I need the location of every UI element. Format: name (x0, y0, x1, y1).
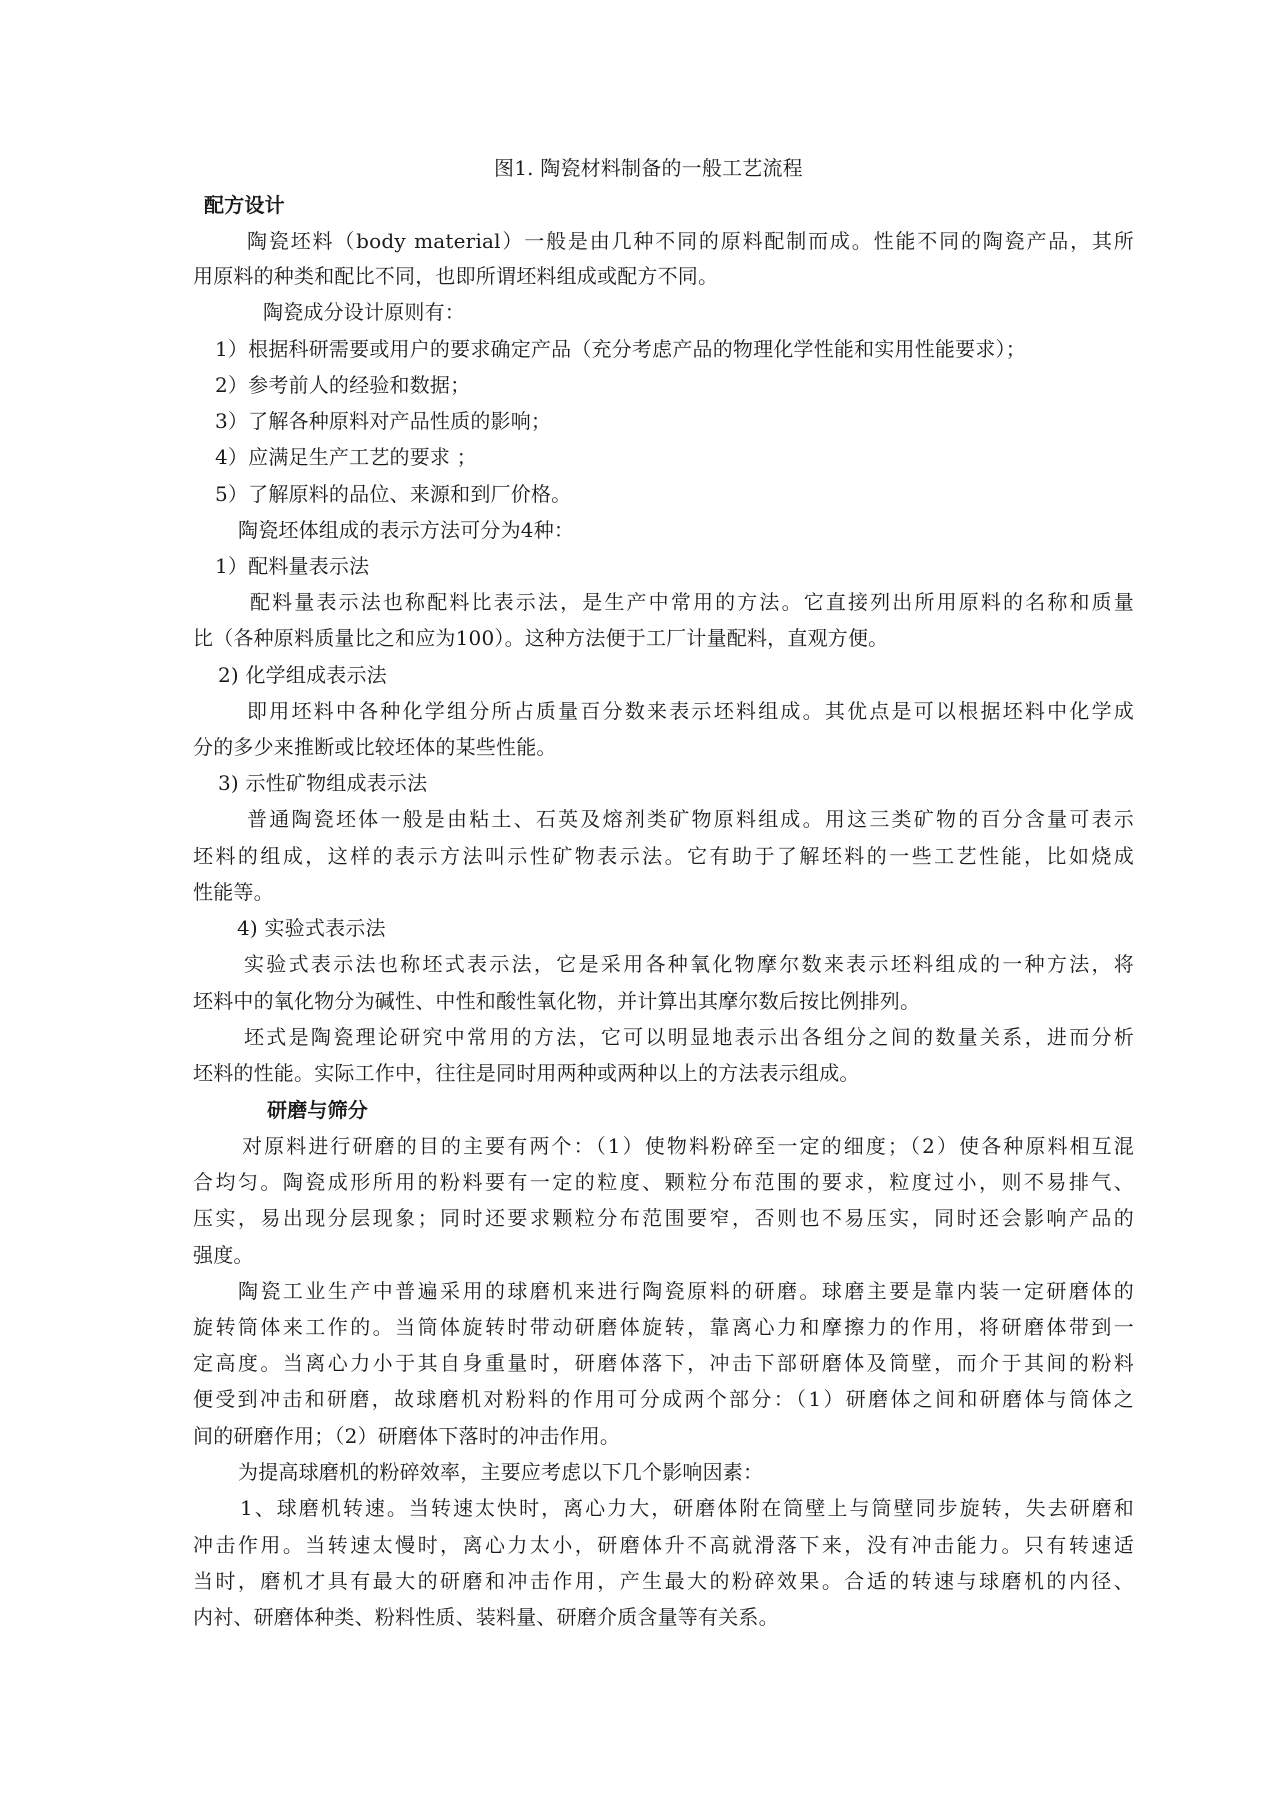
method-title: 2) 化学组成表示法 (218, 663, 387, 687)
paragraph-line: 内衬、研磨体种类、粉料性质、装料量、研磨介质含量等有关系。 (193, 1605, 779, 1629)
paragraph-line: 定高度。当离心力小于其自身重量时，研磨体落下，冲击下部研磨体及筒壁，而介于其间的粉料 (193, 1351, 1134, 1375)
paragraph-line: 1、球磨机转速。当转速太快时，离心力大，研磨体附在筒壁上与筒壁同步旋转，失去研磨和 (240, 1496, 1134, 1520)
list-item: 4）应满足生产工艺的要求 ； (215, 445, 477, 469)
paragraph-line: 冲击作用。当转速太慢时，离心力太小，研磨体升不高就滑落下来，没有冲击能力。只有转速适 (193, 1533, 1134, 1557)
figure-caption: 图1. 陶瓷材料制备的一般工艺流程 (494, 156, 803, 180)
principles-title: 陶瓷成分设计原则有： (263, 300, 465, 324)
method-title: 1）配料量表示法 (215, 554, 370, 578)
paragraph-line: 即用坯料中各种化学组分所占质量百分数来表示坯料组成。其优点是可以根据坯料中化学成 (247, 699, 1134, 723)
method-title: 3) 示性矿物组成表示法 (218, 771, 428, 795)
paragraph-line: 坯料的性能。实际工作中，往往是同时用两种或两种以上的方法表示组成。 (193, 1061, 860, 1085)
paragraph-line: 分的多少来推断或比较坯体的某些性能。 (193, 735, 557, 759)
paragraph-line: 对原料进行研磨的目的主要有两个：（1）使物料粉碎至一定的细度；（2）使各种原料相互混 (242, 1134, 1134, 1158)
method-title: 4) 实验式表示法 (237, 916, 386, 940)
list-item: 5）了解原料的品位、来源和到厂价格。 (215, 482, 572, 506)
paragraph-line: 用原料的种类和配比不同，也即所谓坯料组成或配方不同。 (193, 264, 719, 288)
paragraph-line: 便受到冲击和研磨，故球磨机对粉料的作用可分成两个部分：（1）研磨体之间和研磨体与筒体之 (193, 1387, 1134, 1411)
paragraph-line: 比（各种原料质量比之和应为100）。这种方法便于工厂计量配料，直观方便。 (193, 626, 889, 650)
paragraph-line: 间的研磨作用；（2）研磨体下落时的冲击作用。 (193, 1424, 621, 1448)
paragraph-line: 强度。 (193, 1243, 254, 1267)
paragraph-line: 性能等。 (193, 880, 274, 904)
paragraph-line: 坯式是陶瓷理论研究中常用的方法，它可以明显地表示出各组分之间的数量关系，进而分析 (244, 1025, 1134, 1049)
section-heading-formula-design: 配方设计 (204, 193, 285, 217)
paragraph-line: 配料量表示法也称配料比表示法，是生产中常用的方法。它直接列出所用原料的名称和质量 (250, 590, 1134, 614)
paragraph-line: 陶瓷坯料（body material）一般是由几种不同的原料配制而成。性能不同的陶瓷产品，其所 (247, 229, 1134, 253)
list-item: 1）根据科研需要或用户的要求确定产品（充分考虑产品的物理化学性能和实用性能要求）； (215, 337, 1026, 361)
list-item: 2）参考前人的经验和数据； (215, 373, 471, 397)
paragraph-line: 坯料中的氧化物分为碱性、中性和酸性氧化物，并计算出其摩尔数后按比例排列。 (193, 989, 921, 1013)
paragraph-line: 陶瓷工业生产中普遍采用的球磨机来进行陶瓷原料的研磨。球磨主要是靠内装一定研磨体的 (238, 1279, 1134, 1303)
paragraph-line: 当时，磨机才具有最大的研磨和冲击作用，产生最大的粉碎效果。合适的转速与球磨机的内径、 (193, 1569, 1134, 1593)
paragraph-line: 实验式表示法也称坯式表示法，它是采用各种氧化物摩尔数来表示坯料组成的一种方法，将 (244, 952, 1134, 976)
paragraph-line: 为提高球磨机的粉碎效率，主要应考虑以下几个影响因素： (238, 1460, 764, 1484)
paragraph-line: 普通陶瓷坯体一般是由粘土、石英及熔剂类矿物原料组成。用这三类矿物的百分含量可表示 (247, 807, 1134, 831)
methods-title: 陶瓷坯体组成的表示方法可分为4种： (238, 518, 575, 542)
paragraph-line: 旋转筒体来工作的。当筒体旋转时带动研磨体旋转，靠离心力和摩擦力的作用，将研磨体带到一 (193, 1315, 1134, 1339)
list-item: 3）了解各种原料对产品性质的影响； (215, 409, 552, 433)
paragraph-line: 坯料的组成，这样的表示方法叫示性矿物表示法。它有助于了解坯料的一些工艺性能，比如烧成 (193, 844, 1134, 868)
paragraph-line: 压实，易出现分层现象；同时还要求颗粒分布范围要窄，否则也不易压实，同时还会影响产品的 (193, 1206, 1134, 1230)
paragraph-line: 合均匀。陶瓷成形所用的粉料要有一定的粒度、颗粒分布范围的要求，粒度过小，则不易排气、 (193, 1170, 1134, 1194)
section-heading-grinding-sieving: 研磨与筛分 (267, 1098, 368, 1122)
